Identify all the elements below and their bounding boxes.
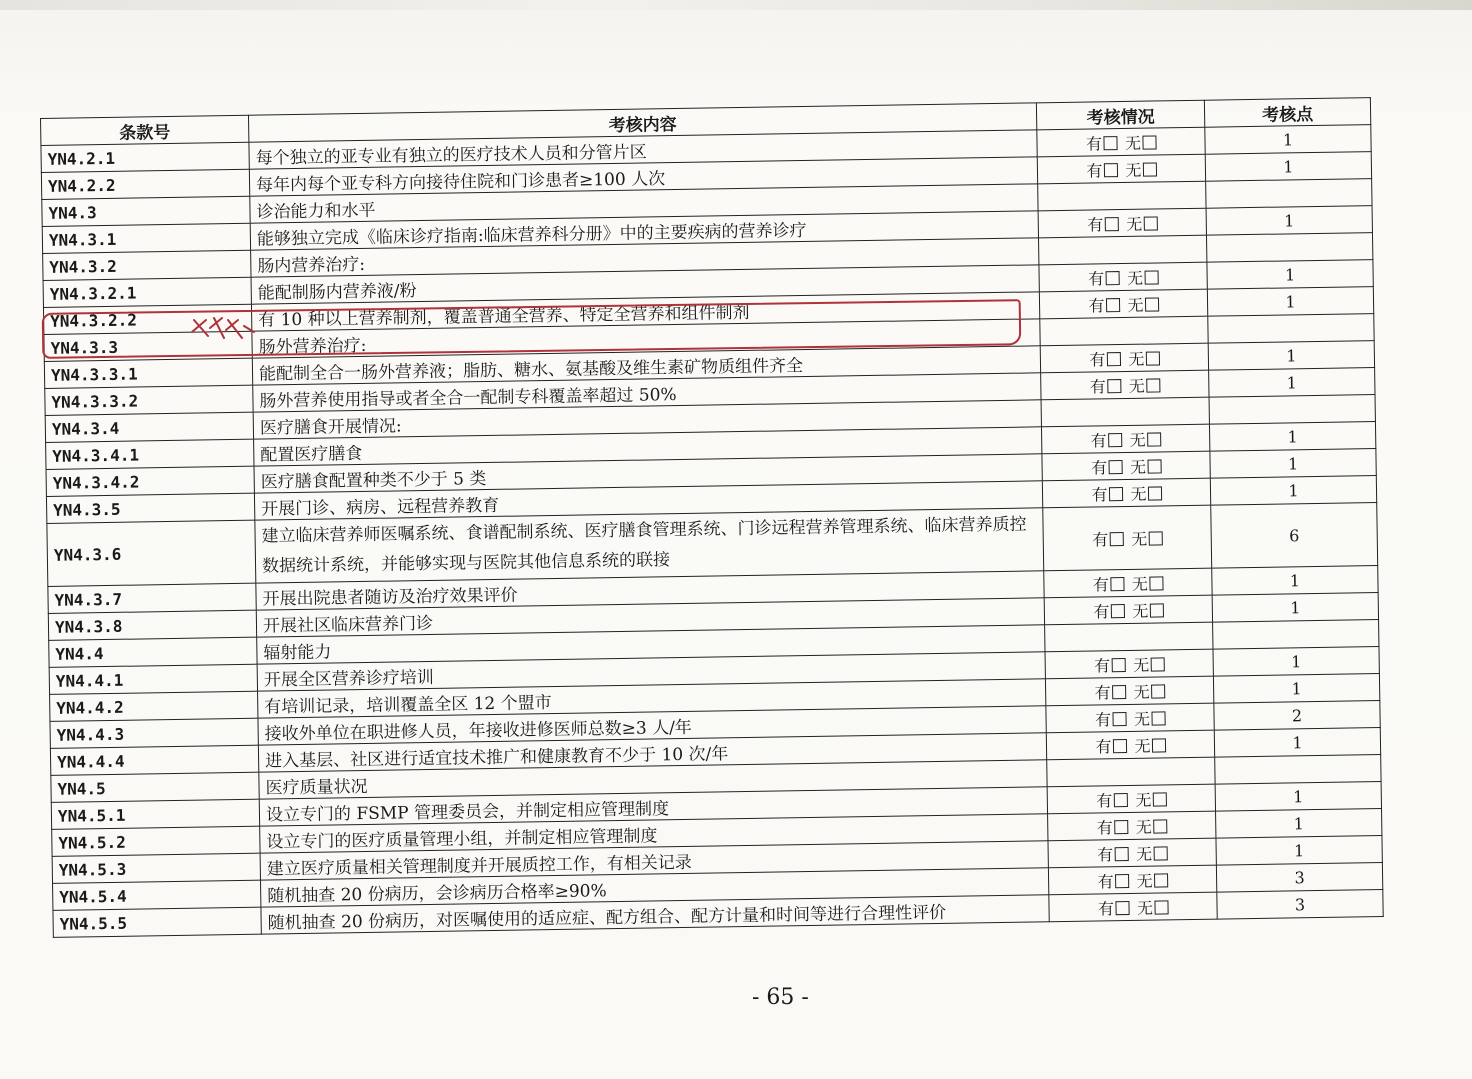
status-no-checkbox[interactable]	[1151, 738, 1165, 752]
clause-code: YN4.3.3.1	[44, 358, 252, 388]
status-no-checkbox[interactable]	[1147, 486, 1161, 500]
clause-code: YN4.3.4.1	[46, 439, 254, 469]
clause-code: YN4.3.6	[47, 520, 256, 586]
status-no-checkbox[interactable]	[1149, 576, 1163, 590]
status-no-checkbox[interactable]	[1151, 711, 1165, 725]
status-yes-label: 有	[1089, 376, 1106, 397]
assessment-status	[1039, 262, 1207, 292]
header-content: 考核内容	[248, 103, 1036, 142]
table-body	[41, 125, 1383, 938]
assessment-points: 6	[1211, 503, 1378, 569]
status-no-label: 无	[1135, 817, 1152, 837]
clause-code: YN4.4.3	[50, 718, 258, 748]
assessment-content: 医疗质量状况	[259, 760, 1047, 799]
page-top-edge	[0, 0, 1472, 10]
status-no-checkbox[interactable]	[1152, 792, 1166, 806]
status-no-label: 无	[1132, 601, 1149, 621]
assessment-content: 随机抽查 20 份病历，会诊病历合格率≥90%	[260, 868, 1048, 907]
assessment-status	[1041, 424, 1209, 454]
assessment-content: 诊治能力和水平	[250, 184, 1038, 223]
assessment-points: 1	[1208, 341, 1374, 371]
status-yes-label: 有	[1092, 529, 1109, 550]
clause-code: YN4.2.2	[41, 169, 249, 199]
assessment-status	[1048, 865, 1216, 895]
status-no-label: 无	[1129, 430, 1146, 450]
assessment-content: 建立医疗质量相关管理制度并开展质控工作，有相关记录	[260, 841, 1048, 880]
assessment-content: 设立专门的 FSMP 管理委员会，并制定相应管理制度	[259, 787, 1047, 826]
assessment-status	[1042, 451, 1210, 481]
assessment-status	[1045, 622, 1213, 652]
status-yes-checkbox[interactable]	[1113, 793, 1127, 807]
assessment-status	[1047, 784, 1215, 814]
status-yes-checkbox[interactable]	[1104, 217, 1118, 231]
clause-code: YN4.5.2	[52, 826, 260, 856]
status-no-checkbox[interactable]	[1143, 216, 1157, 230]
status-no-label: 无	[1136, 871, 1153, 891]
status-yes-checkbox[interactable]	[1112, 739, 1126, 753]
status-no-label: 无	[1127, 295, 1144, 315]
assessment-status	[1038, 181, 1206, 211]
status-no-label: 无	[1124, 133, 1142, 153]
status-yes-label: 有	[1092, 574, 1110, 595]
status-no-label: 无	[1129, 457, 1147, 477]
assessment-status	[1038, 208, 1206, 238]
status-yes-label: 有	[1094, 655, 1111, 676]
assessment-points: 1	[1212, 566, 1378, 596]
status-no-checkbox[interactable]	[1154, 873, 1168, 887]
assessment-points: 1	[1207, 260, 1373, 290]
assessment-content: 开展门诊、病房、远程营养教育	[254, 481, 1042, 520]
assessment-points	[1206, 179, 1372, 209]
assessment-content: 开展出院患者随访及治疗效果评价	[256, 571, 1044, 610]
assessment-status	[1048, 811, 1216, 841]
clause-code: YN4.3.4.2	[46, 466, 254, 496]
status-yes-checkbox[interactable]	[1106, 352, 1120, 366]
assessment-points: 1	[1205, 152, 1371, 182]
assessment-points: 1	[1214, 728, 1380, 758]
assessment-status	[1049, 892, 1217, 922]
status-yes-label: 有	[1095, 736, 1112, 756]
assessment-content: 随机抽查 20 份病历，对医嘱使用的适应症、配方组合、配方计量和时间等进行合理性评价	[261, 895, 1049, 934]
assessment-points: 1	[1209, 368, 1375, 398]
status-no-checkbox[interactable]	[1145, 351, 1159, 365]
assessment-points: 3	[1217, 890, 1383, 920]
status-yes-checkbox[interactable]	[1108, 487, 1122, 501]
status-yes-label: 有	[1096, 817, 1113, 837]
assessment-points: 2	[1214, 701, 1380, 731]
assessment-points: 1	[1205, 125, 1371, 155]
assessment-content: 有培训记录，培训覆盖全区 12 个盟市	[258, 679, 1046, 718]
clause-code: YN4.3.7	[48, 583, 256, 613]
assessment-points: 1	[1213, 674, 1379, 704]
assessment-status	[1040, 316, 1208, 346]
assessment-points	[1215, 755, 1381, 785]
status-no-label: 无	[1126, 214, 1143, 234]
assessment-points: 1	[1213, 647, 1379, 677]
status-yes-label: 有	[1090, 430, 1107, 451]
status-yes-label: 有	[1097, 844, 1114, 864]
clause-code: YN4.4	[49, 637, 257, 667]
status-no-checkbox[interactable]	[1147, 432, 1161, 446]
status-no-checkbox[interactable]	[1148, 531, 1162, 545]
status-yes-checkbox[interactable]	[1110, 577, 1124, 591]
assessment-content: 辐射能力	[257, 625, 1045, 664]
clause-code: YN4.3.3	[44, 331, 252, 361]
status-no-checkbox[interactable]	[1151, 684, 1165, 698]
status-no-checkbox[interactable]	[1147, 459, 1161, 473]
status-yes-checkbox[interactable]	[1110, 604, 1124, 618]
status-yes-checkbox[interactable]	[1103, 136, 1117, 150]
assessment-content: 医疗膳食开展情况:	[253, 400, 1041, 439]
status-yes-checkbox[interactable]	[1114, 820, 1128, 834]
assessment-status	[1041, 370, 1209, 400]
assessment-points	[1206, 233, 1372, 263]
status-no-checkbox[interactable]	[1144, 297, 1158, 311]
assessment-points	[1213, 620, 1379, 650]
clause-code: YN4.3	[42, 196, 250, 226]
status-no-label: 无	[1136, 898, 1154, 918]
status-yes-label: 有	[1094, 682, 1111, 703]
status-no-label: 无	[1131, 529, 1148, 549]
clause-code: YN4.3.5	[46, 493, 254, 523]
assessment-status	[1047, 757, 1215, 787]
assessment-status	[1048, 838, 1216, 868]
clause-code: YN4.4.4	[50, 745, 258, 775]
assessment-status	[1039, 235, 1207, 265]
status-yes-checkbox[interactable]	[1112, 712, 1126, 726]
status-no-checkbox[interactable]	[1142, 162, 1156, 176]
assessment-status	[1037, 154, 1205, 184]
status-no-label: 无	[1128, 376, 1146, 396]
clause-code: YN4.3.2.1	[43, 277, 251, 307]
header-points: 考核点	[1204, 98, 1370, 128]
status-no-label: 无	[1131, 574, 1149, 594]
status-yes-label: 有	[1087, 214, 1104, 235]
assessment-sheet	[40, 96, 1443, 938]
assessment-points: 3	[1216, 863, 1382, 893]
assessment-status	[1045, 649, 1213, 679]
header-code: 条款号	[41, 115, 249, 145]
clause-code: YN4.5.1	[51, 799, 259, 829]
assessment-status	[1040, 343, 1208, 373]
clause-code: YN4.2.1	[41, 142, 249, 172]
assessment-points	[1209, 395, 1375, 425]
assessment-content: 开展社区临床营养门诊	[256, 598, 1044, 637]
assessment-content: 肠外营养治疗:	[252, 319, 1040, 358]
status-yes-label: 有	[1088, 295, 1105, 316]
assessment-points	[1208, 314, 1374, 344]
status-yes-label: 有	[1097, 871, 1114, 891]
clause-code: YN4.3.4	[45, 412, 253, 442]
assessment-content: 肠外营养使用指导或者全合一配制专科覆盖率超过 50%	[253, 373, 1041, 412]
assessment-content: 肠内营养治疗:	[251, 238, 1039, 277]
assessment-content: 建立临床营养师医嘱系统、食谱配制系统、医疗膳食管理系统、门诊远程营养管理系统、临床营养质控数据统计系统，并能够实现与医院其他信息系统的联接	[255, 508, 1044, 583]
status-yes-checkbox[interactable]	[1115, 873, 1129, 887]
assessment-status	[1037, 127, 1205, 157]
clause-code: YN4.4.2	[50, 691, 258, 721]
status-no-label: 无	[1134, 736, 1151, 756]
assessment-status	[1045, 676, 1213, 706]
status-yes-label: 有	[1086, 160, 1103, 181]
status-no-checkbox[interactable]	[1146, 378, 1160, 392]
clause-code: YN4.5.3	[52, 853, 260, 883]
status-yes-checkbox[interactable]	[1103, 163, 1117, 177]
clause-code: YN4.3.8	[48, 610, 256, 640]
status-no-checkbox[interactable]	[1149, 603, 1163, 617]
assessment-content: 配置医疗膳食	[254, 427, 1042, 466]
clause-code: YN4.3.3.2	[45, 385, 253, 415]
assessment-points: 1	[1210, 449, 1376, 479]
assessment-content: 每个独立的亚专业有独立的医疗技术人员和分管片区	[249, 130, 1037, 169]
assessment-table	[40, 97, 1384, 938]
status-yes-checkbox[interactable]	[1111, 658, 1125, 672]
status-no-checkbox[interactable]	[1150, 657, 1164, 671]
status-yes-label: 有	[1097, 898, 1115, 918]
status-no-label: 无	[1130, 484, 1147, 504]
status-no-label: 无	[1133, 709, 1151, 729]
status-yes-label: 有	[1091, 484, 1108, 505]
assessment-status	[1039, 289, 1207, 319]
assessment-content: 医疗膳食配置种类不少于 5 类	[254, 454, 1042, 493]
status-no-label: 无	[1135, 790, 1152, 810]
clause-code: YN4.3.1	[42, 223, 250, 253]
status-yes-checkbox[interactable]	[1115, 900, 1129, 914]
status-yes-checkbox[interactable]	[1105, 298, 1119, 312]
assessment-points: 1	[1206, 206, 1372, 236]
assessment-status	[1046, 703, 1214, 733]
status-yes-label: 有	[1096, 790, 1113, 810]
assessment-points: 1	[1207, 287, 1373, 317]
status-no-checkbox[interactable]	[1153, 846, 1167, 860]
status-yes-checkbox[interactable]	[1109, 532, 1123, 546]
assessment-content: 设立专门的医疗质量管理小组，并制定相应管理制度	[260, 814, 1048, 853]
assessment-content: 开展全区营养诊疗培训	[257, 652, 1045, 691]
status-no-checkbox[interactable]	[1144, 270, 1158, 284]
status-no-label: 无	[1133, 655, 1150, 675]
assessment-points: 1	[1210, 476, 1376, 506]
assessment-content: 有 10 种以上营养制剂，覆盖普通全营养、特定全营养和组件制剂	[251, 292, 1039, 331]
page-number: - 65 -	[752, 985, 809, 1010]
status-yes-checkbox[interactable]	[1108, 460, 1122, 474]
status-yes-label: 有	[1089, 349, 1106, 370]
status-yes-label: 有	[1093, 601, 1110, 622]
clause-code: YN4.4.1	[49, 664, 257, 694]
assessment-content: 每年内每个亚专科方向接待住院和门诊患者≥100 人次	[249, 157, 1037, 196]
status-yes-label: 有	[1094, 709, 1112, 730]
assessment-status	[1044, 568, 1212, 598]
clause-code: YN4.5.4	[53, 880, 261, 910]
status-yes-checkbox[interactable]	[1108, 433, 1122, 447]
status-yes-checkbox[interactable]	[1114, 846, 1128, 860]
assessment-content: 能配制全合一肠外营养液；脂肪、糖水、氨基酸及维生素矿物质组件齐全	[252, 346, 1040, 385]
assessment-status	[1046, 730, 1214, 760]
assessment-points: 1	[1209, 422, 1375, 452]
assessment-points: 1	[1216, 809, 1382, 839]
assessment-status	[1041, 397, 1209, 427]
status-yes-label: 有	[1087, 268, 1105, 289]
status-no-label: 无	[1136, 844, 1153, 864]
clause-code: YN4.3.2.2	[43, 304, 251, 334]
assessment-content: 能够独立完成《临床诊疗指南:临床营养科分册》中的主要疾病的营养诊疗	[250, 211, 1038, 250]
status-no-label: 无	[1128, 349, 1145, 369]
status-yes-checkbox[interactable]	[1112, 685, 1126, 699]
status-no-checkbox[interactable]	[1142, 135, 1156, 149]
clause-code: YN4.3.2	[43, 250, 251, 280]
status-no-label: 无	[1125, 160, 1142, 180]
assessment-points: 1	[1212, 593, 1378, 623]
status-yes-checkbox[interactable]	[1105, 271, 1119, 285]
status-no-label: 无	[1133, 682, 1150, 702]
assessment-status	[1042, 478, 1210, 508]
header-status: 考核情况	[1036, 100, 1204, 130]
clause-code: YN4.5	[51, 772, 259, 802]
assessment-status	[1043, 505, 1212, 571]
status-no-checkbox[interactable]	[1153, 819, 1167, 833]
assessment-content: 接收外单位在职进修人员，年接收进修医师总数≥3 人/年	[258, 706, 1046, 745]
status-yes-checkbox[interactable]	[1107, 379, 1121, 393]
assessment-points: 1	[1215, 782, 1381, 812]
handwritten-scribble-mark	[188, 314, 258, 344]
assessment-status	[1044, 595, 1212, 625]
status-no-checkbox[interactable]	[1154, 900, 1168, 914]
assessment-points: 1	[1216, 836, 1382, 866]
assessment-content: 能配制肠内营养液/粉	[251, 265, 1039, 304]
clause-code: YN4.5.5	[53, 907, 261, 937]
status-yes-label: 有	[1085, 133, 1103, 154]
assessment-content: 进入基层、社区进行适宜技术推广和健康教育不少于 10 次/年	[258, 733, 1046, 772]
status-yes-label: 有	[1090, 457, 1108, 478]
status-no-label: 无	[1126, 268, 1144, 288]
